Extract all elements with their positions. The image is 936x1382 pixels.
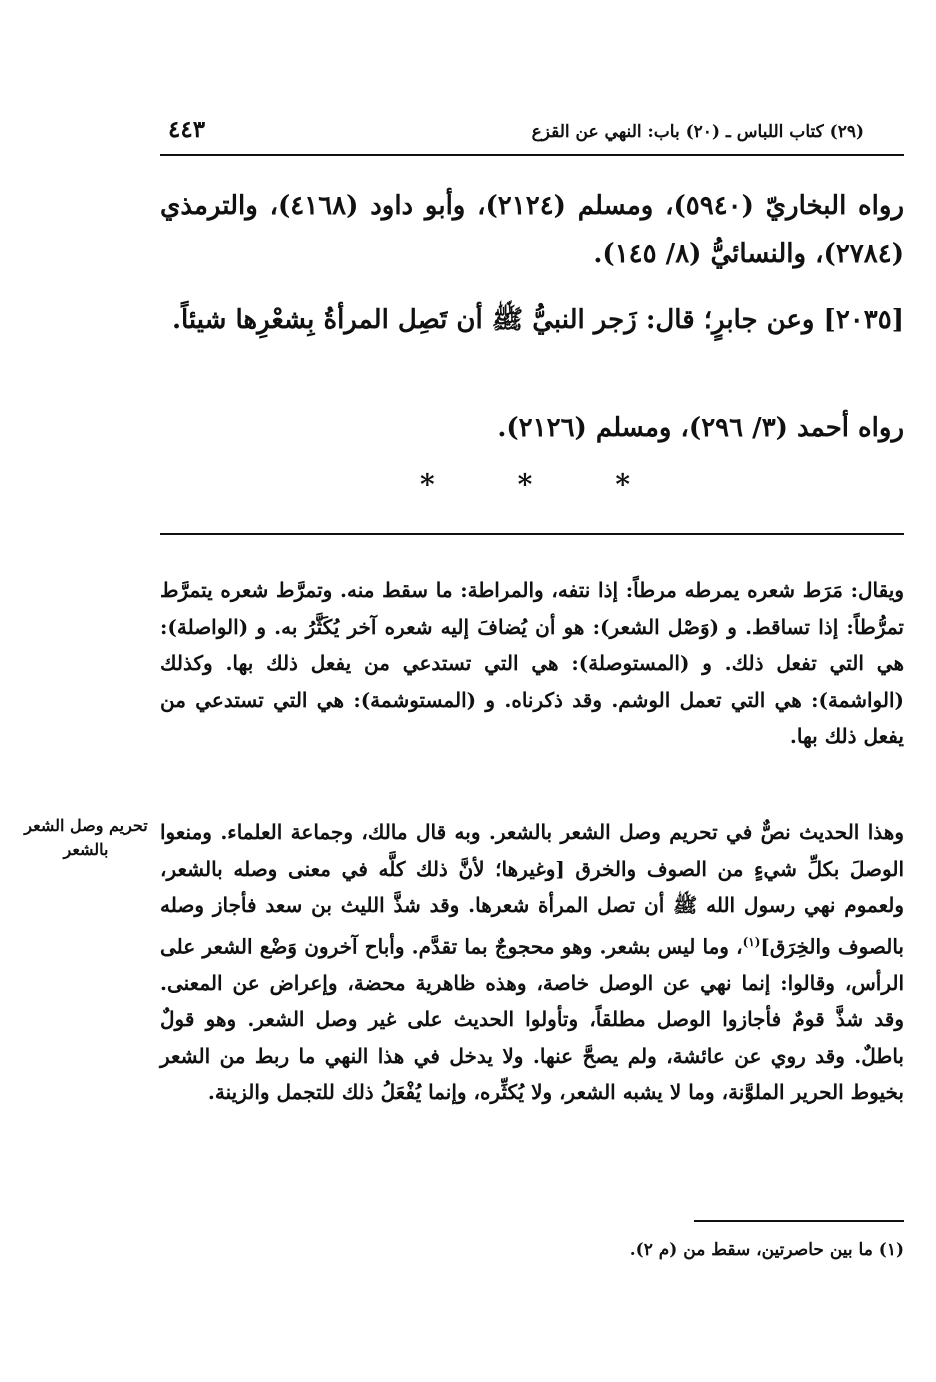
- side-heading: تحريم وصل الشعر بالشعر: [24, 816, 148, 859]
- commentary-main-part2: ، وما ليس بشعر. وهو محجوجٌ بما تقدَّم. وأباح آخرون وَضْع الشعر على الرأس، وقالوا: إنما نهي عن الوصل خاصة، وهذه ظاهرية محضة، وإعراض عن المعنى. وقد شذَّ قومٌ فأجازوا الوصل مطلقاً، وتأولوا الحديث على غير وصل الشعر. وهو قولٌ باطلٌ. وقد روي عن عائشة، ولم يصحَّ عنها. ولا يدخل في هذا النهي ما ربط من الشعر بخيوط الحرير الملوَّنة، وما لا يشبه الشعر، ولا يُكثِّره، وإنما يُفْعَلُ ذلك للتجمل والزينة.: [160, 934, 904, 1105]
- commentary-gloss: ويقال: مَرَط شعره يمرطه مرطاً: إذا نتفه، والمراطة: ما سقط منه. وتمرَّط شعره يتمرَّط تمرُّطاً: إذا تساقط. و (وَصْل الشعر): هو أن يُضافَ إليه شعره آخر يُكَثَّرُ به. و (الواصلة): هي التي تفعل ذلك. و (المستوصلة): هي التي تستدعي من يفعل ذلك بها. وكذلك (الواشمة): هي التي تعمل الوشم. وقد ذكرناه. و (المستوشمة): هي التي تستدعي من يفعل ذلك بها.: [160, 578, 904, 748]
- footnote-rule: [694, 1220, 904, 1222]
- hadith-text: [٢٠٣٥] وعن جابرٍ؛ قال: زَجر النبيُّ ﷺ أن تَصِل المرأةُ بِشعْرِها شيئاً.: [171, 305, 904, 335]
- commentary-main-part1: وهذا الحديث نصٌّ في تحريم وصل الشعر بالشعر. وبه قال مالك، وجماعة العلماء. ومنعوا الوصلَ بكلِّ شيءٍ من الصوف والخرق [وغيرها؛ لأنَّ ذلك كلَّه في معنى وصله بالشعر، ولعموم نهي رسول الله ﷺ أن تصل المرأة شعرها. وقد شذَّ الليث بن سعد فأجاز وصله بالصوف والخِرَق]: [160, 820, 904, 959]
- hadith-source: رواه أحمد (٣/ ٢٩٦)، ومسلم (٢١٢٦).: [497, 413, 904, 443]
- hadith-source-previous: رواه البخاريّ (٥٩٤٠)، ومسلم (٢١٢٤)، وأبو داود (٤١٦٨)، والترمذي (٢٧٨٤)، والنسائيُّ (٨/ ١٤٥).: [160, 191, 905, 269]
- footnote-reference: (١): [742, 934, 761, 949]
- separator-star: *: [615, 468, 630, 501]
- separator-star: *: [420, 468, 435, 501]
- separator-star: *: [517, 468, 533, 501]
- commentary-main: [160, 814, 936, 1111]
- page-header: [160, 116, 904, 156]
- footnote: (١) ما بين حاصرتين، سقط من (م ٢).: [629, 1240, 904, 1260]
- page-number: ٤٤٣: [168, 116, 206, 143]
- section-separator: [420, 468, 630, 501]
- running-title: (٢٩) كتاب اللباس ـ (٢٠) باب: النهي عن القزع: [531, 122, 864, 142]
- text-commentary-divider: [160, 533, 904, 535]
